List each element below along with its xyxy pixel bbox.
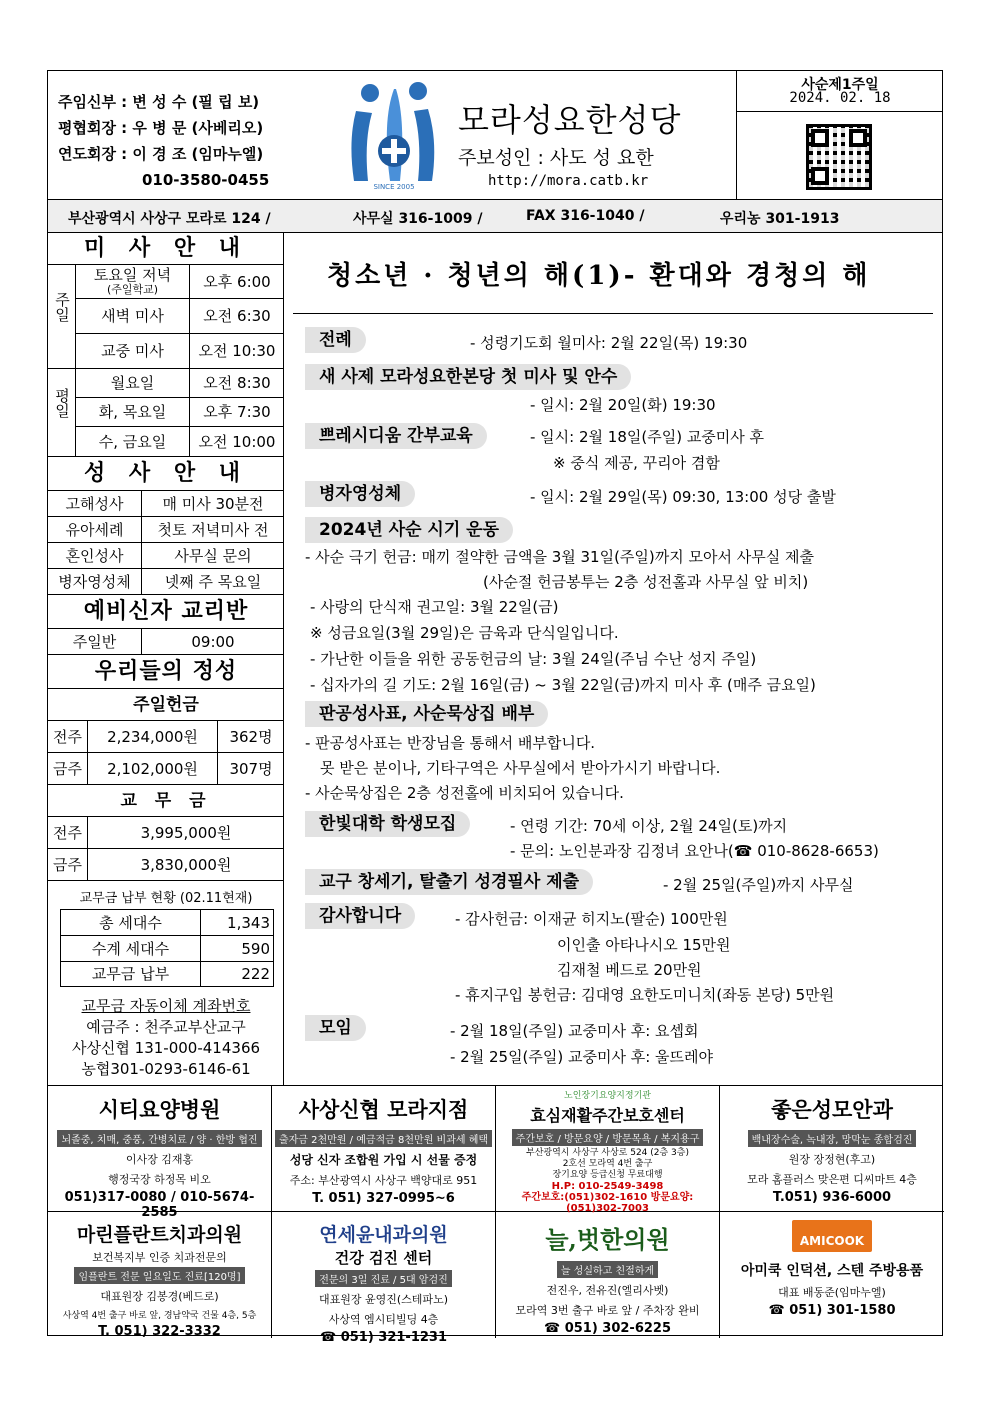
officer-phone: 010-3580-0455 [142,171,270,189]
section-pill-praesidium: 쁘레시디움 간부교육 [305,423,487,449]
mass-row-time: 오후 7:30 [190,398,284,427]
account-lines [48,1017,284,1080]
section-pill-liturgy: 전례 [305,327,366,353]
section-line: - 판공성사표는 반장님을 통해서 배부합니다. [305,734,596,752]
dues-label: 전주 [48,817,88,849]
status-value: 222 [241,965,270,983]
mass-row-time: 오전 6:30 [190,299,284,334]
offering-amount: 2,234,000원 [88,721,218,753]
section-line: - 사순묵상집은 2층 성전홀에 비치되어 있습니다. [305,784,624,802]
parish-url[interactable]: http://mora.catb.kr [488,173,649,189]
section-pill-thanks: 감사합니다 [305,903,415,929]
uririnong-phone: 우리농 301-1913 [720,211,840,227]
sacrament-value: 사무실 문의 [142,543,284,569]
date-box [736,71,943,199]
sidebar [48,233,284,1085]
mass-row-name: 수, 금요일 [76,427,190,457]
catechism-label: 주일반 [48,629,142,655]
account-number-shinhyup: 사상신협 131-000-414366 [71,1039,261,1057]
dues-label: 금주 [48,849,88,881]
officer-yeondo: 연도회장 : 이 경 조 (임마누엘) [58,145,264,163]
section-pill-confession-cards: 판공성사표, 사순묵상집 배부 [305,701,548,727]
status-label: 수계 세대수 [61,936,201,962]
parish-name: 모라성요한성당 [458,101,682,139]
mass-row-time: 오후 6:00 [190,265,284,299]
office-phone: 사무실 316-1009 / [353,211,483,227]
ad-marine-dental[interactable]: 마린플란트치과의원 보건복지부 인증 치과전문의 임플란트 전문 일요일도 진료[120명] 대표원장 김봉경(베드로) 사상역 4번 출구 바로 앞, 경남약국 건물 4층, 5층 T. 051) 322-3332 [48,1212,272,1338]
dues-amount: 3,830,000원 [88,849,284,881]
section-pill-bible-copy: 교구 창세기, 탈출기 성경필사 제출 [305,869,593,895]
fax-number: FAX 316-1040 / [526,208,645,224]
main-title: 청소년 · 청년의 해(1)- 환대와 경청의 해 [327,261,871,291]
section-line: 김재철 베드로 20만원 [557,961,702,979]
offering-label: 전주 [48,721,88,753]
liturgical-week: 사순제1주일 [801,77,879,93]
officer-pastor: 주임신부 : 변 성 수 (필 립 보) [58,93,260,111]
section-pill-hanbit: 한빛대학 학생모집 [305,811,470,837]
officer-council: 평협회장 : 우 병 문 (사베리오) [58,119,264,137]
section-line: ※ 중식 제공, 꾸리아 겸함 [553,454,720,472]
amicook-logo-icon: AMICOOK [792,1220,872,1252]
mass-title: 미 사 안 내 [48,233,284,265]
section-line: 이인출 아타나시오 15만원 [557,936,731,954]
status-label: 교무금 납부 [61,962,201,987]
section-line: 못 받은 분이나, 기타구역은 사무실에서 받아가시기 바랍니다. [320,759,721,777]
parish-logo [338,81,448,193]
section-line: - 사랑의 단식재 권고일: 3월 22일(금) [310,598,559,616]
section-line: - 가난한 이들을 위한 공동헌금의 날: 3월 24일(주님 수난 성지 주일) [310,650,757,668]
mass-row-name: 새벽 미사 [76,299,190,334]
section-line: - 2월 18일(주일) 교중미사 후: 요셉회 [450,1022,699,1040]
section-pill-lent: 2024년 사순 시기 운동 [305,517,513,543]
address: 부산광역시 사상구 모라로 124 / [68,211,271,227]
sacrament-name: 고해성사 [48,491,142,517]
dues-status-table [60,909,274,987]
section-line: - 감사헌금: 이재균 히지노(팔순) 100만원 [455,910,728,928]
section-line: - 2월 25일(주일)까지 사무실 [663,876,854,894]
status-label: 총 세대수 [61,910,201,936]
sunday-offering-title: 주일헌금 [48,689,284,721]
status-value: 590 [201,936,274,962]
section-line: (사순절 헌금봉투는 2층 성전홀과 사무실 앞 비치) [483,573,809,591]
account-title: 교무금 자동이체 계좌번호 [81,997,251,1015]
offering-count: 307명 [218,753,284,785]
mass-row-name: 화, 목요일 [76,398,190,427]
section-line: - 일시: 2월 29일(목) 09:30, 13:00 성당 출발 [530,488,836,506]
mass-row-time: 오전 10:30 [190,334,284,369]
ad-city-hospital[interactable]: 시티요양병원 뇌졸중, 치매, 중풍, 간병치료 / 양 · 한방 협진 이사장 김재홍 행정국장 하정목 비오 051)317-0080 / 010-5674-2585 [48,1086,272,1212]
section-line: - 일시: 2월 20일(화) 19:30 [530,396,716,414]
ad-sasang-credit-union[interactable]: 사상신협 모라지점 출자금 2천만원 / 예금적금 8천만원 비과세 혜택 성당 신자 조합원 가입 시 선물 증정 주소: 부산광역시 사상구 백양대로 951 T. 051) 327-0995~6 [272,1086,496,1212]
address-bar [48,199,942,233]
offering-label: 금주 [48,753,88,785]
mass-row-name: 토요일 저녁 (주일학교) [76,265,190,299]
dues-status-title: 교무금 납부 현황 (02.11현재) [79,891,253,906]
main-content [285,233,942,1085]
sacrament-name: 유아세례 [48,517,142,543]
bulletin-date: 2024. 02. 18 [789,90,891,106]
section-line: - 사순 극기 헌금: 매끼 절약한 금액을 3월 31일(주일)까지 모아서 사무실 제출 [305,548,814,566]
mass-row-name: 월요일 [76,369,190,398]
dues-title: 교 무 금 [48,785,284,817]
section-line: - 일시: 2월 18일(주일) 교중미사 후 [530,428,765,446]
section-line: - 성령기도회 월미사: 2월 22일(목) 19:30 [470,334,748,352]
ad-amicook[interactable]: AMICOOK 아미쿡 인덕션, 스텐 주방용품 대표 배동준(임마누엘) ☎ 051) 301-1580 [720,1212,944,1338]
sacrament-name: 병자영성체 [48,569,142,595]
account-holder: 예금주 : 천주교부산교구 [86,1018,246,1036]
advertisements [48,1085,942,1345]
account-number-nonghyup: 농협301-0293-6146-61 [81,1060,251,1078]
offering-count: 362명 [218,721,284,753]
dues-amount: 3,995,000원 [88,817,284,849]
patron-saint: 주보성인 : 사도 성 요한 [458,147,654,169]
section-line: - 문의: 노인분과장 김정녀 요안나(☎ 010-8628-6653) [510,842,879,860]
catechism-time: 09:00 [142,629,284,655]
sacrament-title: 성 사 안 내 [48,457,284,491]
section-pill-sick-communion: 병자영성체 [305,481,415,507]
sacrament-value: 넷째 주 목요일 [142,569,284,595]
section-line: - 십자가의 길 기도: 2월 16일(금) ~ 3월 22일(금)까지 미사 후 (매주 금요일) [310,676,816,694]
officers-block [58,89,318,193]
svg-text:SINCE 2005: SINCE 2005 [373,183,415,191]
section-line: - 2월 25일(주일) 교중미사 후: 울뜨레야 [450,1048,714,1066]
ad-neulbeot-oriental[interactable]: 늘,벗한의원 늘 성실하고 친절하게 전진우, 전유진(엘리사벳) 모라역 3번 출구 바로 앞 / 주차장 완비 ☎ 051) 302-6225 [496,1212,720,1338]
offering-amount: 2,102,000원 [88,753,218,785]
weekday-label: 평일 [48,369,76,457]
catechism-title: 예비신자 교리반 [48,595,284,629]
section-pill-new-priest: 새 사제 모라성요한본당 첫 미사 및 안수 [305,364,631,390]
mass-row-time: 오전 10:00 [190,427,284,457]
section-line: ※ 성금요일(3월 29일)은 금육과 단식일입니다. [310,624,619,642]
sacrament-value: 첫토 저녁미사 전 [142,517,284,543]
qr-code-icon[interactable] [806,124,872,190]
ad-good-eye-clinic[interactable]: 좋은성모안과 백내장수술, 녹내장, 망막눈 종합검진 원장 장정현(후고) 모라 홈플러스 맞은편 디씨마트 4층 T.051) 936-6000 [720,1086,944,1212]
ad-yonsei-internal[interactable]: 연세윤내과의원 건강 검진 센터 전문의 3일 진료 / 5대 암검진 대표원장 윤영진(스테파노) 사상역 엠시티빌딩 4층 ☎ 051) 321-1231 [272,1212,496,1338]
status-value: 1,343 [201,910,274,936]
ad-hyosim-center[interactable]: 노인장기요양지정기관 효심재활주간보호센터 주간보호 / 방문요양 / 방문목욕 / 복지용구 부산광역시 사상구 사상로 524 (2층 3층) 2호선 모라역 4번 출구 장기요양 등급신청 무료대행 H.P: 010-2549-3498 주간보호:(051)302-1610 방문요양:(051)302-7003 [496,1086,720,1212]
mass-row-name: 교중 미사 [76,334,190,369]
sacrament-value: 매 미사 30분전 [142,491,284,517]
offering-title: 우리들의 정성 [48,655,284,689]
section-line: - 휴지구입 봉헌금: 김대영 요한도미니치(좌동 본당) 5만원 [455,986,835,1004]
sacrament-name: 혼인성사 [48,543,142,569]
mass-row-time: 오전 8:30 [190,369,284,398]
bulletin-page [47,70,943,1345]
section-line: - 연령 기간: 70세 이상, 2월 24일(토)까지 [510,817,788,835]
sunday-label: 주일 [48,265,76,369]
section-pill-meetings: 모임 [305,1015,366,1041]
